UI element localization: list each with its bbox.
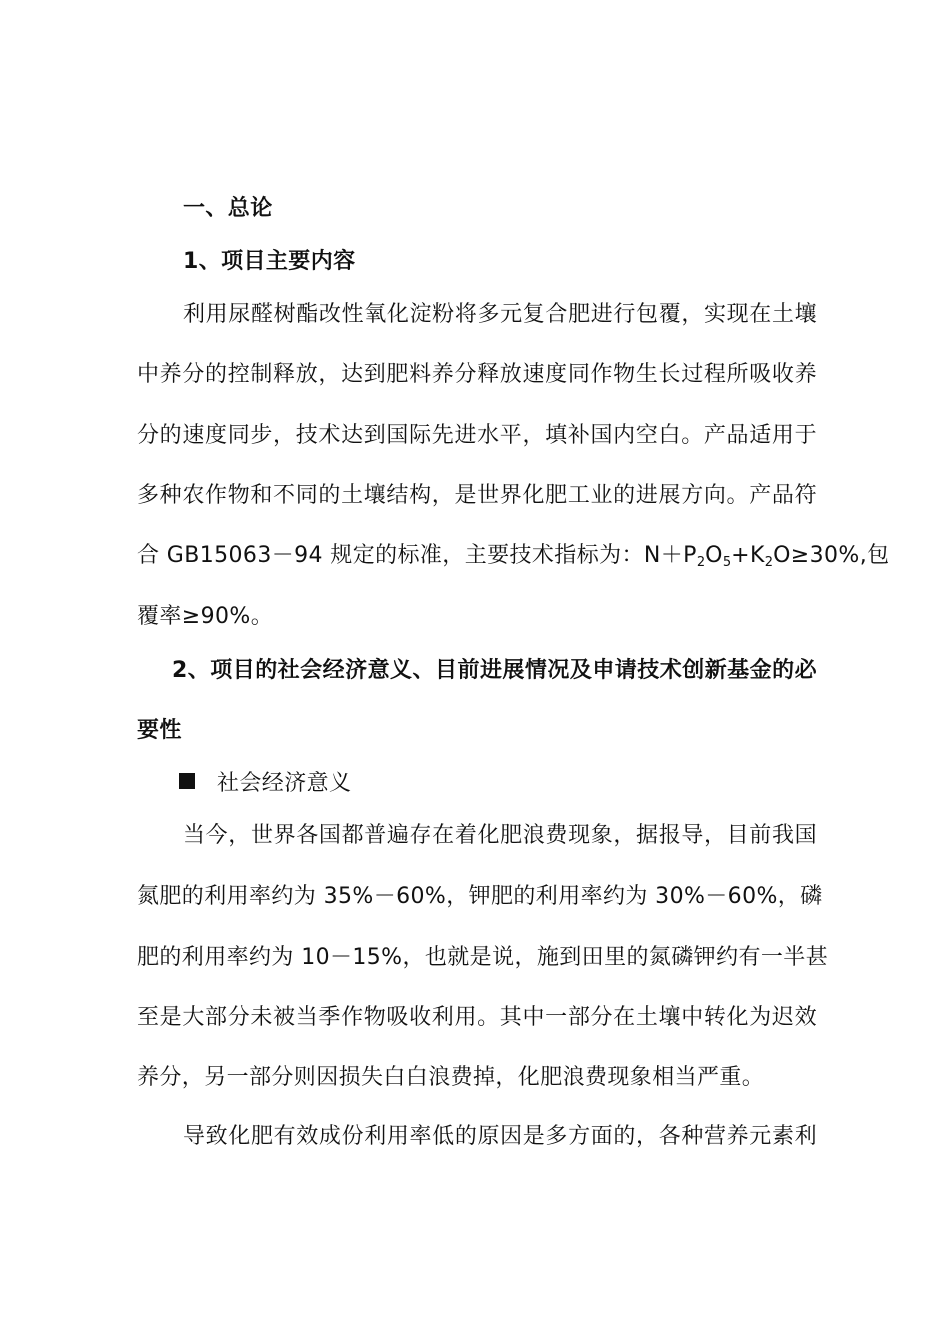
formula-subscript-1: 2 (696, 555, 706, 570)
formula-subscript-2: 5 (722, 555, 732, 570)
formula-text-b: O (705, 543, 723, 568)
subsection-heading-1: 1、项目主要内容 (183, 249, 356, 274)
paragraph-3-line-1: 导致化肥有效成份利用率低的原因是多方面的，各种营养元素利 (183, 1124, 817, 1149)
square-bullet-icon (179, 773, 195, 789)
paragraph-2-line-4: 至是大部分未被当季作物吸收利用。其中一部分在土壤中转化为迟效 (137, 1005, 817, 1030)
paragraph-2-line-3: 肥的利用率约为 10－15%，也就是说，施到田里的氮磷钾约有一半甚 (137, 945, 829, 970)
paragraph-2-line-1: 当今，世界各国都普遍存在着化肥浪费现象，据报导，目前我国 (183, 823, 817, 848)
paragraph-1-line-4: 多种农作物和不同的土壤结构，是世界化肥工业的进展方向。产品符 (137, 483, 817, 508)
formula-text-c: +K (731, 543, 765, 568)
bullet-item (179, 769, 859, 799)
paragraph-1-line-3: 分的速度同步，技术达到国际先进水平，填补国内空白。产品适用于 (137, 423, 817, 448)
paragraph-2-line-2: 氮肥的利用率约为 35%－60%，钾肥的利用率约为 30%－60%，磷 (137, 884, 823, 909)
formula-subscript-3: 2 (764, 555, 774, 570)
formula-text-a: 合 GB15063－94 规定的标准，主要技术指标为：N＋P (137, 543, 697, 568)
formula-text-d: O≥30%,包 (773, 543, 890, 568)
section-heading: 一、总论 (183, 196, 273, 221)
subsection-heading-2-line-1: 2、项目的社会经济意义、目前进展情况及申请技术创新基金的必 (172, 658, 817, 683)
bullet-label: 社会经济意义 (217, 771, 352, 796)
subsection-heading-2-line-2: 要性 (137, 718, 182, 743)
paragraph-1-line-6: 覆率≥90%。 (137, 604, 274, 629)
paragraph-1-line-2: 中养分的控制释放，达到肥料养分释放速度同作物生长过程所吸收养 (137, 362, 817, 387)
paragraph-2-line-5: 养分，另一部分则因损失白白浪费掉，化肥浪费现象相当严重。 (137, 1065, 765, 1090)
paragraph-1-line-1: 利用尿醛树酯改性氧化淀粉将多元复合肥进行包覆，实现在土壤 (183, 302, 817, 327)
